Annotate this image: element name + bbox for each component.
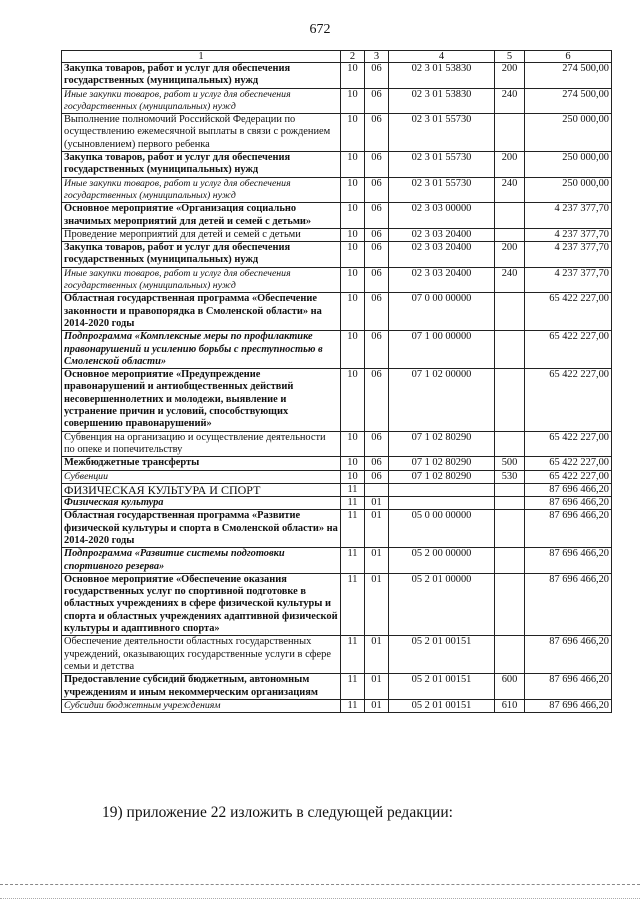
row-section-cell: 10 <box>341 470 365 483</box>
table-row <box>62 510 612 548</box>
row-name-cell: Областная государственная программа «Обеспечение законности и правопорядка в Смоленской области» на 2014-2020 годы <box>62 293 341 331</box>
table-row <box>62 497 612 510</box>
row-target-article-cell: 05 2 01 00151 <box>389 674 495 700</box>
row-target-article-cell: 02 3 01 55730 <box>389 114 495 152</box>
row-subsection-cell: 06 <box>365 331 389 369</box>
row-name-cell: Обеспечение деятельности областных государственных учреждений, оказывающих государственные услуги в сфере семьи и детства <box>62 636 341 674</box>
row-name-cell: Основное мероприятие «Организация социально значимых мероприятий для детей и семей с детьми» <box>62 203 341 229</box>
row-subsection-cell: 06 <box>365 177 389 203</box>
row-name-cell: Физическая культура <box>62 497 341 510</box>
row-name-cell: Субвенции <box>62 470 341 483</box>
row-sum-cell: 250 000,00 <box>525 152 612 178</box>
row-subsection-cell: 06 <box>365 63 389 89</box>
row-subsection-cell: 06 <box>365 470 389 483</box>
row-name-cell: ФИЗИЧЕСКАЯ КУЛЬТУРА И СПОРТ <box>62 483 341 496</box>
row-section-cell: 11 <box>341 573 365 635</box>
row-target-article-cell <box>389 483 495 496</box>
row-target-article-cell: 02 3 03 20400 <box>389 267 495 293</box>
row-subsection-cell: 01 <box>365 510 389 548</box>
row-section-cell: 10 <box>341 152 365 178</box>
row-subsection-cell: 01 <box>365 548 389 574</box>
header-cell-section: 2 <box>341 51 365 63</box>
row-subsection-cell: 06 <box>365 228 389 241</box>
budget-table <box>61 50 612 713</box>
row-target-article-cell: 02 3 03 20400 <box>389 228 495 241</box>
table-row <box>62 636 612 674</box>
row-sum-cell: 87 696 466,20 <box>525 510 612 548</box>
row-expense-type-cell: 500 <box>495 457 525 470</box>
row-subsection-cell: 06 <box>365 293 389 331</box>
row-expense-type-cell <box>495 497 525 510</box>
row-expense-type-cell <box>495 510 525 548</box>
row-section-cell: 10 <box>341 293 365 331</box>
row-target-article-cell: 07 0 00 00000 <box>389 293 495 331</box>
row-name-cell: Иные закупки товаров, работ и услуг для обеспечения государственных (муниципальных) нужд <box>62 88 341 114</box>
row-expense-type-cell <box>495 483 525 496</box>
row-expense-type-cell <box>495 331 525 369</box>
row-sum-cell: 87 696 466,20 <box>525 636 612 674</box>
row-target-article-cell: 07 1 02 00000 <box>389 369 495 431</box>
header-cell-name: 1 <box>62 51 341 63</box>
row-section-cell: 10 <box>341 203 365 229</box>
row-name-cell: Закупка товаров, работ и услуг для обеспечения государственных (муниципальных) нужд <box>62 152 341 178</box>
row-section-cell: 11 <box>341 674 365 700</box>
header-cell-sum: 6 <box>525 51 612 63</box>
table-body <box>62 63 612 713</box>
row-subsection-cell: 01 <box>365 674 389 700</box>
row-subsection-cell <box>365 483 389 496</box>
row-sum-cell: 87 696 466,20 <box>525 674 612 700</box>
row-expense-type-cell <box>495 548 525 574</box>
table-row <box>62 177 612 203</box>
row-subsection-cell: 01 <box>365 699 389 712</box>
row-subsection-cell: 06 <box>365 457 389 470</box>
row-sum-cell: 4 237 377,70 <box>525 203 612 229</box>
row-subsection-cell: 06 <box>365 88 389 114</box>
row-expense-type-cell: 240 <box>495 177 525 203</box>
table-row <box>62 63 612 89</box>
row-sum-cell: 87 696 466,20 <box>525 548 612 574</box>
row-target-article-cell: 02 3 01 53830 <box>389 88 495 114</box>
row-section-cell: 10 <box>341 177 365 203</box>
row-section-cell: 11 <box>341 497 365 510</box>
row-name-cell: Иные закупки товаров, работ и услуг для обеспечения государственных (муниципальных) нужд <box>62 177 341 203</box>
row-target-article-cell: 05 2 01 00151 <box>389 636 495 674</box>
row-expense-type-cell <box>495 573 525 635</box>
row-expense-type-cell <box>495 293 525 331</box>
row-name-cell: Межбюджетные трансферты <box>62 457 341 470</box>
row-section-cell: 10 <box>341 63 365 89</box>
table-row <box>62 548 612 574</box>
row-subsection-cell: 06 <box>365 369 389 431</box>
row-target-article-cell: 07 1 02 80290 <box>389 431 495 457</box>
row-name-cell: Подпрограмма «Развитие системы подготовки спортивного резерва» <box>62 548 341 574</box>
row-expense-type-cell: 200 <box>495 242 525 268</box>
footer-note: 19) приложение 22 изложить в следующей редакции: <box>102 804 453 821</box>
header-cell-target-article: 4 <box>389 51 495 63</box>
row-target-article-cell: 05 2 01 00000 <box>389 573 495 635</box>
row-section-cell: 10 <box>341 267 365 293</box>
row-expense-type-cell <box>495 431 525 457</box>
row-target-article-cell: 02 3 01 55730 <box>389 152 495 178</box>
header-cell-subsection: 3 <box>365 51 389 63</box>
row-sum-cell: 87 696 466,20 <box>525 497 612 510</box>
table-row <box>62 203 612 229</box>
row-expense-type-cell <box>495 636 525 674</box>
row-subsection-cell: 01 <box>365 497 389 510</box>
row-name-cell: Основное мероприятие «Предупреждение правонарушений и антиобщественных действий несовершеннолетних и молодежи, выявление и устранение причин и условий, способствующих совершению правонарушений» <box>62 369 341 431</box>
row-target-article-cell: 02 3 01 55730 <box>389 177 495 203</box>
row-name-cell: Иные закупки товаров, работ и услуг для обеспечения государственных (муниципальных) нужд <box>62 267 341 293</box>
row-subsection-cell: 06 <box>365 267 389 293</box>
row-target-article-cell: 02 3 03 20400 <box>389 242 495 268</box>
row-section-cell: 11 <box>341 510 365 548</box>
header-row <box>62 51 612 63</box>
row-subsection-cell: 06 <box>365 431 389 457</box>
row-section-cell: 10 <box>341 369 365 431</box>
row-sum-cell: 65 422 227,00 <box>525 431 612 457</box>
row-target-article-cell: 07 1 02 80290 <box>389 457 495 470</box>
row-name-cell: Предоставление субсидий бюджетным, автономным учреждениям и иным некоммерческим организациям <box>62 674 341 700</box>
row-name-cell: Субсидии бюджетным учреждениям <box>62 699 341 712</box>
row-sum-cell: 274 500,00 <box>525 88 612 114</box>
table-row <box>62 293 612 331</box>
table-row <box>62 699 612 712</box>
row-name-cell: Основное мероприятие «Обеспечение оказания государственных услуг по спортивной подготовке в областных учреждениях в сфере физической культуры и спорта и областных учреждениях адаптивной физической культуры и адаптивного спорта» <box>62 573 341 635</box>
row-name-cell: Областная государственная программа «Развитие физической культуры и спорта в Смоленской области» на 2014-2020 годы <box>62 510 341 548</box>
row-sum-cell: 65 422 227,00 <box>525 369 612 431</box>
header-cell-expense-type: 5 <box>495 51 525 63</box>
row-sum-cell: 274 500,00 <box>525 63 612 89</box>
row-section-cell: 10 <box>341 228 365 241</box>
row-sum-cell: 87 696 466,20 <box>525 573 612 635</box>
row-expense-type-cell: 600 <box>495 674 525 700</box>
table-row <box>62 152 612 178</box>
row-target-article-cell <box>389 497 495 510</box>
table-row <box>62 470 612 483</box>
row-expense-type-cell <box>495 114 525 152</box>
row-sum-cell: 65 422 227,00 <box>525 293 612 331</box>
row-expense-type-cell: 240 <box>495 267 525 293</box>
row-section-cell: 10 <box>341 457 365 470</box>
row-sum-cell: 65 422 227,00 <box>525 470 612 483</box>
row-section-cell: 11 <box>341 483 365 496</box>
row-target-article-cell: 07 1 00 00000 <box>389 331 495 369</box>
row-section-cell: 10 <box>341 331 365 369</box>
table-row <box>62 88 612 114</box>
row-name-cell: Подпрограмма «Комплексные меры по профилактике правонарушений и усилению борьбы с преступностью в Смоленской области» <box>62 331 341 369</box>
row-subsection-cell: 01 <box>365 573 389 635</box>
row-name-cell: Субвенция на организацию и осуществление деятельности по опеке и попечительству <box>62 431 341 457</box>
row-section-cell: 11 <box>341 636 365 674</box>
table-row <box>62 457 612 470</box>
row-target-article-cell: 05 2 01 00151 <box>389 699 495 712</box>
row-sum-cell: 250 000,00 <box>525 114 612 152</box>
row-name-cell: Закупка товаров, работ и услуг для обеспечения государственных (муниципальных) нужд <box>62 63 341 89</box>
row-subsection-cell: 06 <box>365 242 389 268</box>
row-subsection-cell: 06 <box>365 152 389 178</box>
scan-artifact-line <box>0 884 640 885</box>
row-section-cell: 11 <box>341 548 365 574</box>
row-section-cell: 10 <box>341 114 365 152</box>
table-row <box>62 242 612 268</box>
table-row <box>62 483 612 496</box>
row-subsection-cell: 06 <box>365 203 389 229</box>
row-target-article-cell: 05 0 00 00000 <box>389 510 495 548</box>
row-section-cell: 10 <box>341 88 365 114</box>
row-expense-type-cell: 530 <box>495 470 525 483</box>
row-subsection-cell: 01 <box>365 636 389 674</box>
row-section-cell: 10 <box>341 242 365 268</box>
table-row <box>62 431 612 457</box>
row-sum-cell: 65 422 227,00 <box>525 457 612 470</box>
table-row <box>62 573 612 635</box>
table-row <box>62 331 612 369</box>
row-sum-cell: 4 237 377,70 <box>525 267 612 293</box>
row-sum-cell: 4 237 377,70 <box>525 228 612 241</box>
table-row <box>62 674 612 700</box>
row-section-cell: 11 <box>341 699 365 712</box>
table-row <box>62 228 612 241</box>
row-expense-type-cell: 240 <box>495 88 525 114</box>
table-row <box>62 267 612 293</box>
row-target-article-cell: 02 3 01 53830 <box>389 63 495 89</box>
row-name-cell: Выполнение полномочий Российской Федерации по осуществлению ежемесячной выплаты в связи с рождением (усыновлением) первого ребенка <box>62 114 341 152</box>
row-target-article-cell: 05 2 00 00000 <box>389 548 495 574</box>
row-expense-type-cell <box>495 369 525 431</box>
row-section-cell: 10 <box>341 431 365 457</box>
row-sum-cell: 250 000,00 <box>525 177 612 203</box>
row-name-cell: Проведение мероприятий для детей и семей с детьми <box>62 228 341 241</box>
row-sum-cell: 4 237 377,70 <box>525 242 612 268</box>
page-number: 672 <box>309 22 331 37</box>
row-sum-cell: 65 422 227,00 <box>525 331 612 369</box>
row-name-cell: Закупка товаров, работ и услуг для обеспечения государственных (муниципальных) нужд <box>62 242 341 268</box>
row-expense-type-cell <box>495 228 525 241</box>
row-sum-cell: 87 696 466,20 <box>525 483 612 496</box>
row-expense-type-cell: 610 <box>495 699 525 712</box>
row-expense-type-cell: 200 <box>495 63 525 89</box>
row-target-article-cell: 02 3 03 00000 <box>389 203 495 229</box>
table-row <box>62 114 612 152</box>
table-row <box>62 369 612 431</box>
row-target-article-cell: 07 1 02 80290 <box>389 470 495 483</box>
scan-artifact-line <box>0 898 640 899</box>
row-subsection-cell: 06 <box>365 114 389 152</box>
row-expense-type-cell: 200 <box>495 152 525 178</box>
row-sum-cell: 87 696 466,20 <box>525 699 612 712</box>
row-expense-type-cell <box>495 203 525 229</box>
